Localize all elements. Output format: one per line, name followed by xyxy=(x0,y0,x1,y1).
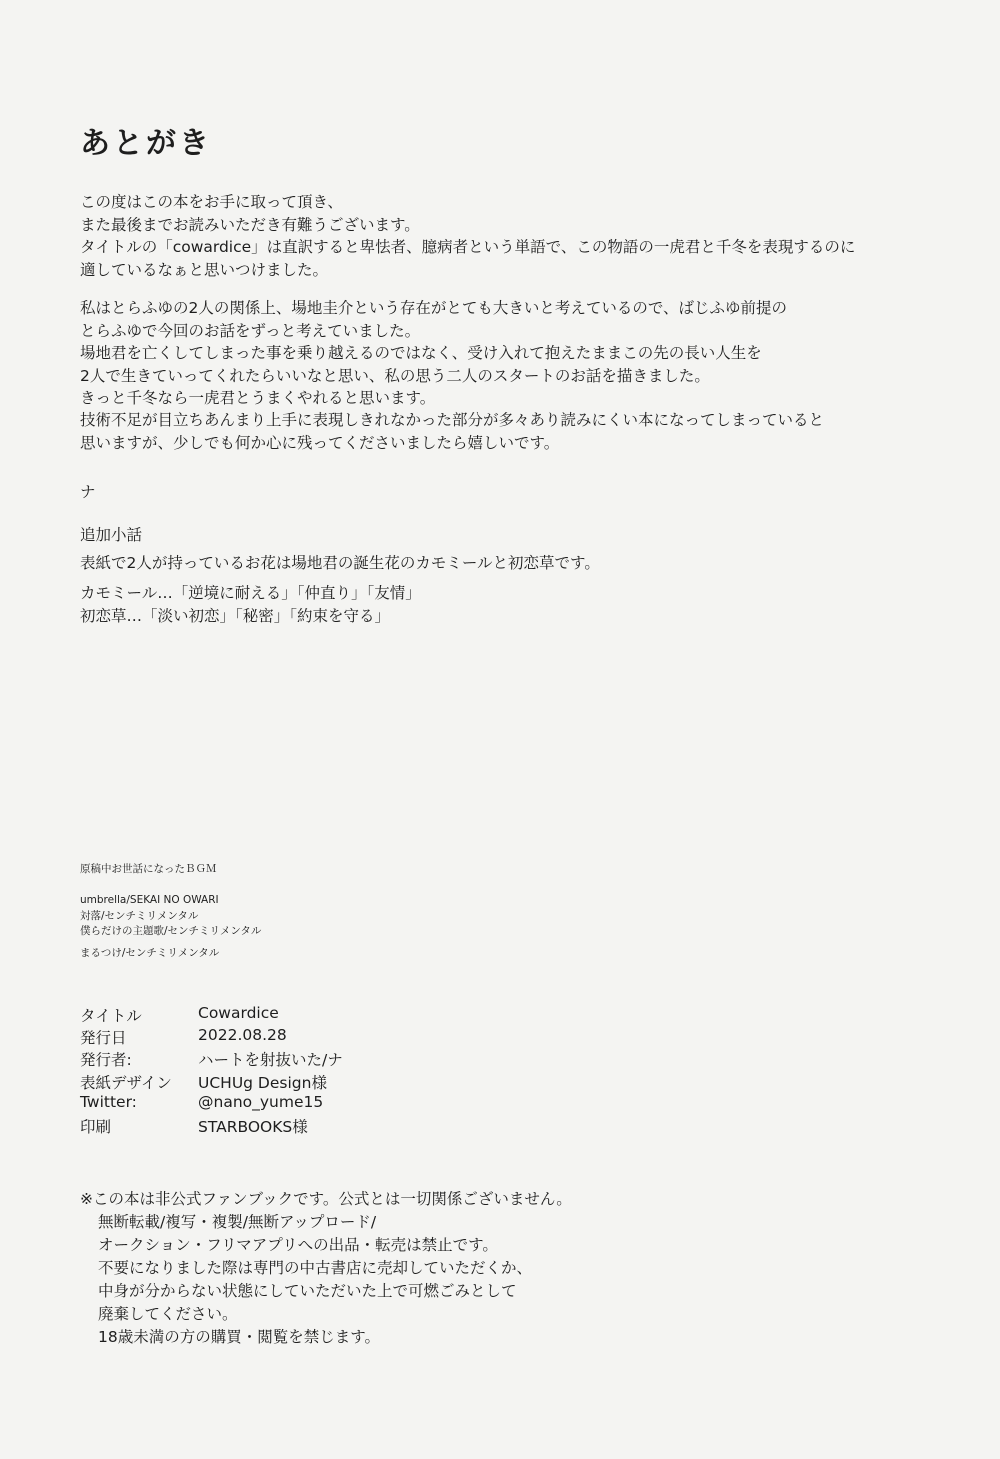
notice-line: オークション・フリマアプリへの出品・転売は禁止です。 xyxy=(98,1236,498,1254)
text-line: 適しているなぁと思いつけました。 xyxy=(80,260,329,279)
bgm-heading-text: 原稿中お世話になったＢＧＭ xyxy=(80,863,217,875)
colophon-value: UCHUg Design様 xyxy=(198,1073,327,1092)
bgm-list xyxy=(80,893,261,961)
bgm-item: まるつけ/センチミリメンタル xyxy=(80,946,220,959)
flower-meanings xyxy=(80,582,920,627)
colophon-row xyxy=(80,1071,343,1093)
text-line: 表紙で2人が持っているお花は場地君の誕生花のカモミールと初恋草です。 xyxy=(80,554,600,572)
text-line: 2人で生きていってくれたらいいなと思い、私の思う二人のスタートのお話を描きました。 xyxy=(80,366,710,385)
colophon-value: Cowardice xyxy=(198,1004,279,1022)
text-line: とらふゆで今回のお話をずっと考えていました。 xyxy=(80,321,421,340)
colophon-key: 発行日 xyxy=(80,1029,127,1048)
colophon-value: 2022.08.28 xyxy=(198,1026,287,1045)
colophon-row xyxy=(80,1048,343,1070)
colophon-key: 発行者: xyxy=(80,1051,132,1070)
text-line: カモミール…「逆境に耐える」「仲直り」「友情」 xyxy=(80,584,421,602)
notice-line: 18歳未満の方の購買・閲覧を禁じます。 xyxy=(98,1328,380,1346)
extra-story-heading xyxy=(80,524,920,547)
colophon-value: ハートを射抜いた/ナ xyxy=(198,1051,343,1070)
text-line: タイトルの「cowardice」は直訳すると卑怯者、臆病者という単語で、この物語の一虎君と千冬を表現するのに xyxy=(80,238,856,256)
text-line: また最後までお読みいただき有難うございます。 xyxy=(80,215,420,234)
bgm-item: umbrella/SEKAI NO OWARI xyxy=(80,894,219,906)
colophon-key: 印刷 xyxy=(80,1117,112,1136)
bgm-item: 僕らだけの主題歌/センチミリメンタル xyxy=(80,925,262,937)
paragraph-thanks xyxy=(80,191,920,281)
section-heading: 追加小話 xyxy=(80,526,143,544)
text-line: 技術不足が目立ちあんまり上手に表現しきれなかった部分が多々あり読みにくい本になってしまっていると xyxy=(80,411,825,429)
notice-line: 中身が分からない状態にしていただいた上で可燃ごみとして xyxy=(98,1282,517,1300)
text-line: 私はとらふゆの2人の関係上、場地圭介という存在がとても大きいと考えているので、ばじふゆ前提の xyxy=(80,299,788,317)
notice-line: 無断転載/複写・複製/無断アップロード/ xyxy=(98,1213,377,1231)
legal-notice xyxy=(80,1188,572,1349)
paragraph-closing xyxy=(80,409,920,454)
colophon-row xyxy=(80,1115,343,1137)
paragraph-story xyxy=(80,297,920,410)
bgm-heading xyxy=(80,862,217,878)
colophon-value: @nano_yume15 xyxy=(198,1092,324,1111)
extra-story-text xyxy=(80,552,920,575)
notice-line: ※この本は非公式ファンブックです。公式とは一切関係ございません。 xyxy=(80,1190,572,1208)
colophon-value: STARBOOKS様 xyxy=(198,1117,308,1136)
page-title: あとがき xyxy=(80,126,212,161)
text-line: 思いますが、少しでも何か心に残ってくださいましたら嬉しいです。 xyxy=(80,433,560,452)
colophon-key: タイトル xyxy=(80,1007,142,1025)
colophon-row xyxy=(80,1026,343,1048)
author-signature: ナ xyxy=(80,483,96,501)
notice-line: 廃棄してください。 xyxy=(98,1305,238,1323)
bgm-item: 対落/センチミリメンタル xyxy=(80,909,199,922)
colophon-table xyxy=(80,1004,343,1137)
text-line: 初恋草…「淡い初恋」「秘密」「約束を守る」 xyxy=(80,606,391,625)
colophon-key: 表紙デザイン xyxy=(80,1073,172,1092)
text-line: きっと千冬なら一虎君とうまくやれると思います。 xyxy=(80,389,436,407)
text-line: この度はこの本をお手に取って頂き、 xyxy=(80,193,343,211)
notice-line: 不要になりました際は専門の中古書店に売却していただくか、 xyxy=(98,1259,533,1277)
colophon-row xyxy=(80,1093,343,1115)
colophon-key: Twitter: xyxy=(80,1092,137,1111)
colophon-row xyxy=(80,1004,343,1026)
text-line: 場地君を亡くしてしまった事を乗り越えるのではなく、受け入れて抱えたままこの先の長い人生を xyxy=(80,344,762,362)
